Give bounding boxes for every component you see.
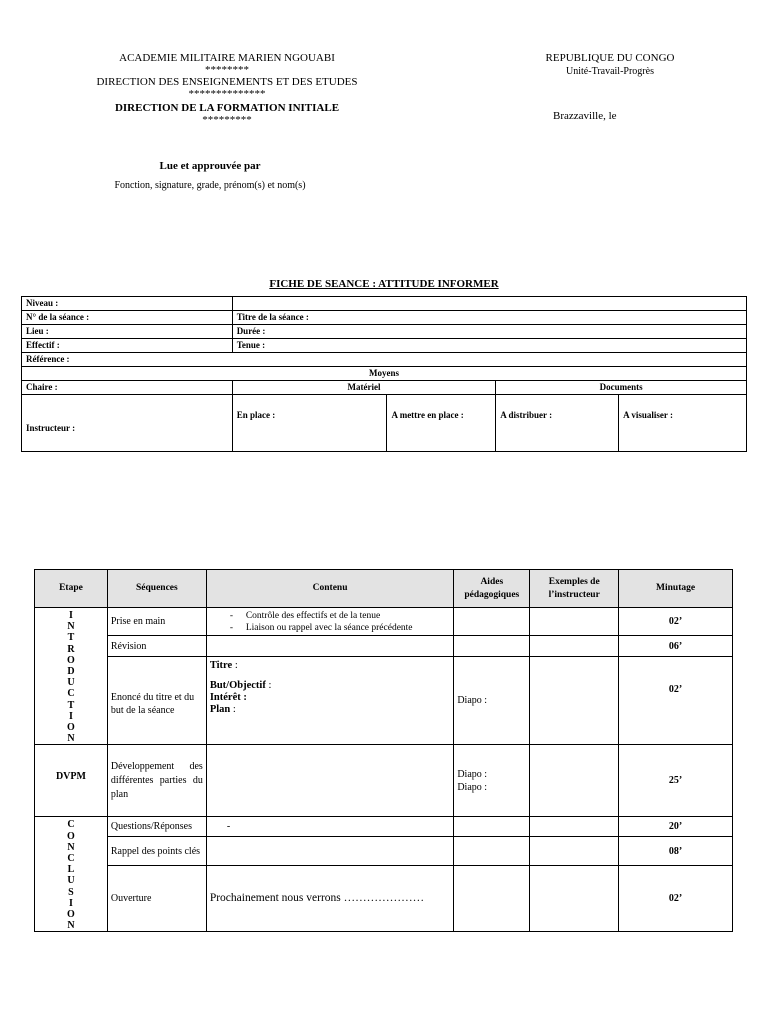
minutage-value: 20’ xyxy=(619,817,733,837)
minutage-value: 02’ xyxy=(619,657,733,745)
table-row xyxy=(35,608,733,636)
titre-seance-label: Titre de la séance : xyxy=(232,311,746,325)
vertical-letter: L xyxy=(67,864,75,876)
session-info-table xyxy=(21,296,747,452)
vertical-letter: I xyxy=(68,610,73,621)
dvpm-label: DVPM xyxy=(35,745,108,817)
header-left xyxy=(77,51,377,125)
instructeur-label: Instructeur : xyxy=(22,395,233,452)
form-title: FICHE DE SEANCE : ATTITUDE INFORMER xyxy=(269,278,499,290)
vertical-letter: O xyxy=(67,654,75,666)
sequence-developpement: Développement des différentes parties du plan xyxy=(107,745,206,817)
header-right xyxy=(520,51,700,78)
vertical-letter: I xyxy=(68,710,73,722)
list-item: - Contrôle des effectifs et de la tenue xyxy=(230,610,450,622)
duree-label: Durée : xyxy=(232,325,746,339)
table-row xyxy=(22,297,747,311)
header-contenu: Contenu xyxy=(206,570,453,608)
vertical-letter: N xyxy=(67,920,75,932)
vertical-letter: C xyxy=(67,819,75,831)
documents-heading: Documents xyxy=(496,381,747,395)
a-visualiser-label: A visualiser : xyxy=(619,395,747,452)
country-name: REPUBLIQUE DU CONGO xyxy=(545,52,675,64)
minutage-value: 08’ xyxy=(619,837,733,866)
separator-stars: ********* xyxy=(202,114,252,126)
vertical-letter: U xyxy=(67,677,75,689)
header-minutage: Minutage xyxy=(619,570,733,608)
header-etape: Etape xyxy=(35,570,108,608)
separator-stars: ******** xyxy=(205,64,249,76)
approval-subtitle: Fonction, signature, grade, prénom(s) et nom(s) xyxy=(114,180,306,191)
exemples-cell xyxy=(530,745,619,817)
contenu-prise-en-main xyxy=(206,608,453,636)
exemples-cell xyxy=(530,817,619,837)
but-label: But/Objectif xyxy=(209,680,266,692)
list-item: - Liaison ou rappel avec la séance précédente xyxy=(230,622,450,634)
aides-cell xyxy=(454,837,530,866)
exemples-cell xyxy=(530,608,619,636)
aides-cell xyxy=(454,636,530,657)
vertical-letter: S xyxy=(68,886,74,898)
minutage-value: 25’ xyxy=(619,745,733,817)
titre-label: Titre xyxy=(209,660,233,672)
minutage-value: 02’ xyxy=(619,608,733,636)
aides-cell xyxy=(454,817,530,837)
table-row xyxy=(22,353,747,367)
vertical-letter: T xyxy=(67,632,75,644)
num-seance-label: N° de la séance : xyxy=(22,311,233,325)
contenu-enonce: Titre : But/Objectif : Intérêt : Plan : xyxy=(206,657,453,745)
lieu-label: Lieu : xyxy=(22,325,233,339)
vertical-letter: N xyxy=(67,733,75,745)
vertical-letter: N xyxy=(67,621,75,633)
contenu-cell xyxy=(206,745,453,817)
niveau-label: Niveau : xyxy=(22,297,233,311)
niveau-value[interactable] xyxy=(232,297,746,311)
table-header-row xyxy=(35,570,733,608)
en-place-label: En place : xyxy=(232,395,387,452)
aides-cell xyxy=(454,608,530,636)
table-row xyxy=(35,657,733,745)
directorate-studies: DIRECTION DES ENSEIGNEMENTS ET DES ETUDES xyxy=(96,76,358,88)
contenu-cell xyxy=(206,636,453,657)
header-aides: Aides pédagogiques xyxy=(454,570,530,608)
vertical-letter: O xyxy=(67,830,75,842)
aides-diapo: Diapo : xyxy=(454,657,530,745)
minutage-value: 06’ xyxy=(619,636,733,657)
table-row xyxy=(35,866,733,932)
table-row xyxy=(22,311,747,325)
contenu-cell xyxy=(206,837,453,866)
table-row xyxy=(35,636,733,657)
directorate-initial-training: DIRECTION DE LA FORMATION INITIALE xyxy=(114,102,340,114)
a-mettre-label: A mettre en place : xyxy=(387,395,496,452)
vertical-letter: N xyxy=(67,841,75,853)
header-sequences: Séquences xyxy=(107,570,206,608)
table-row xyxy=(22,367,747,381)
vertical-letter: O xyxy=(67,722,75,734)
separator-stars: ************** xyxy=(188,88,266,100)
conclusion-label xyxy=(35,817,108,932)
a-distribuer-label: A distribuer : xyxy=(496,395,619,452)
sequence-prise-en-main: Prise en main xyxy=(107,608,206,636)
plan-label: Plan xyxy=(209,704,231,716)
vertical-letter: O xyxy=(67,909,75,921)
contenu-ouverture: Prochainement nous verrons ………………… xyxy=(206,866,453,932)
header-exemples: Exemples de l’instructeur xyxy=(530,570,619,608)
aides-diapo: Diapo : Diapo : xyxy=(454,745,530,817)
chaire-label: Chaire : xyxy=(22,381,233,395)
academy-name: ACADEMIE MILITAIRE MARIEN NGOUABI xyxy=(119,52,335,64)
country-motto: Unité-Travail-Progrès xyxy=(566,66,654,77)
table-row xyxy=(22,339,747,353)
sequence-questions: Questions/Réponses xyxy=(107,817,206,837)
vertical-letter: T xyxy=(67,699,75,711)
place-date: Brazzaville, le xyxy=(553,110,617,122)
materiel-heading: Matériel xyxy=(232,381,496,395)
session-plan-table xyxy=(34,569,733,932)
exemples-cell xyxy=(530,636,619,657)
aides-cell xyxy=(454,866,530,932)
moyens-heading: Moyens xyxy=(22,367,747,381)
sequence-enonce: Enoncé du titre et du but de la séance xyxy=(107,657,206,745)
minutage-value: 02’ xyxy=(619,866,733,932)
tenue-label: Tenue : xyxy=(232,339,746,353)
vertical-letter: U xyxy=(67,875,75,887)
table-row xyxy=(22,381,747,395)
table-row xyxy=(35,837,733,866)
sequence-rappel: Rappel des points clés xyxy=(107,837,206,866)
exemples-cell xyxy=(530,657,619,745)
table-row xyxy=(22,325,747,339)
table-row xyxy=(22,395,747,452)
vertical-letter: R xyxy=(67,643,75,655)
interet-label: Intérêt : xyxy=(209,692,247,704)
contenu-questions: - xyxy=(206,817,453,837)
exemples-cell xyxy=(530,866,619,932)
effectif-label: Effectif : xyxy=(22,339,233,353)
vertical-letter: C xyxy=(67,688,75,700)
introduction-label xyxy=(35,608,108,745)
vertical-letter: C xyxy=(67,853,75,865)
exemples-cell xyxy=(530,837,619,866)
vertical-letter: I xyxy=(68,897,73,909)
vertical-letter: D xyxy=(67,666,75,678)
approval-title: Lue et approuvée par xyxy=(159,160,261,172)
sequence-revision: Révision xyxy=(107,636,206,657)
reference-label: Référence : xyxy=(22,353,747,367)
table-row xyxy=(35,817,733,837)
table-row xyxy=(35,745,733,817)
sequence-ouverture: Ouverture xyxy=(107,866,206,932)
